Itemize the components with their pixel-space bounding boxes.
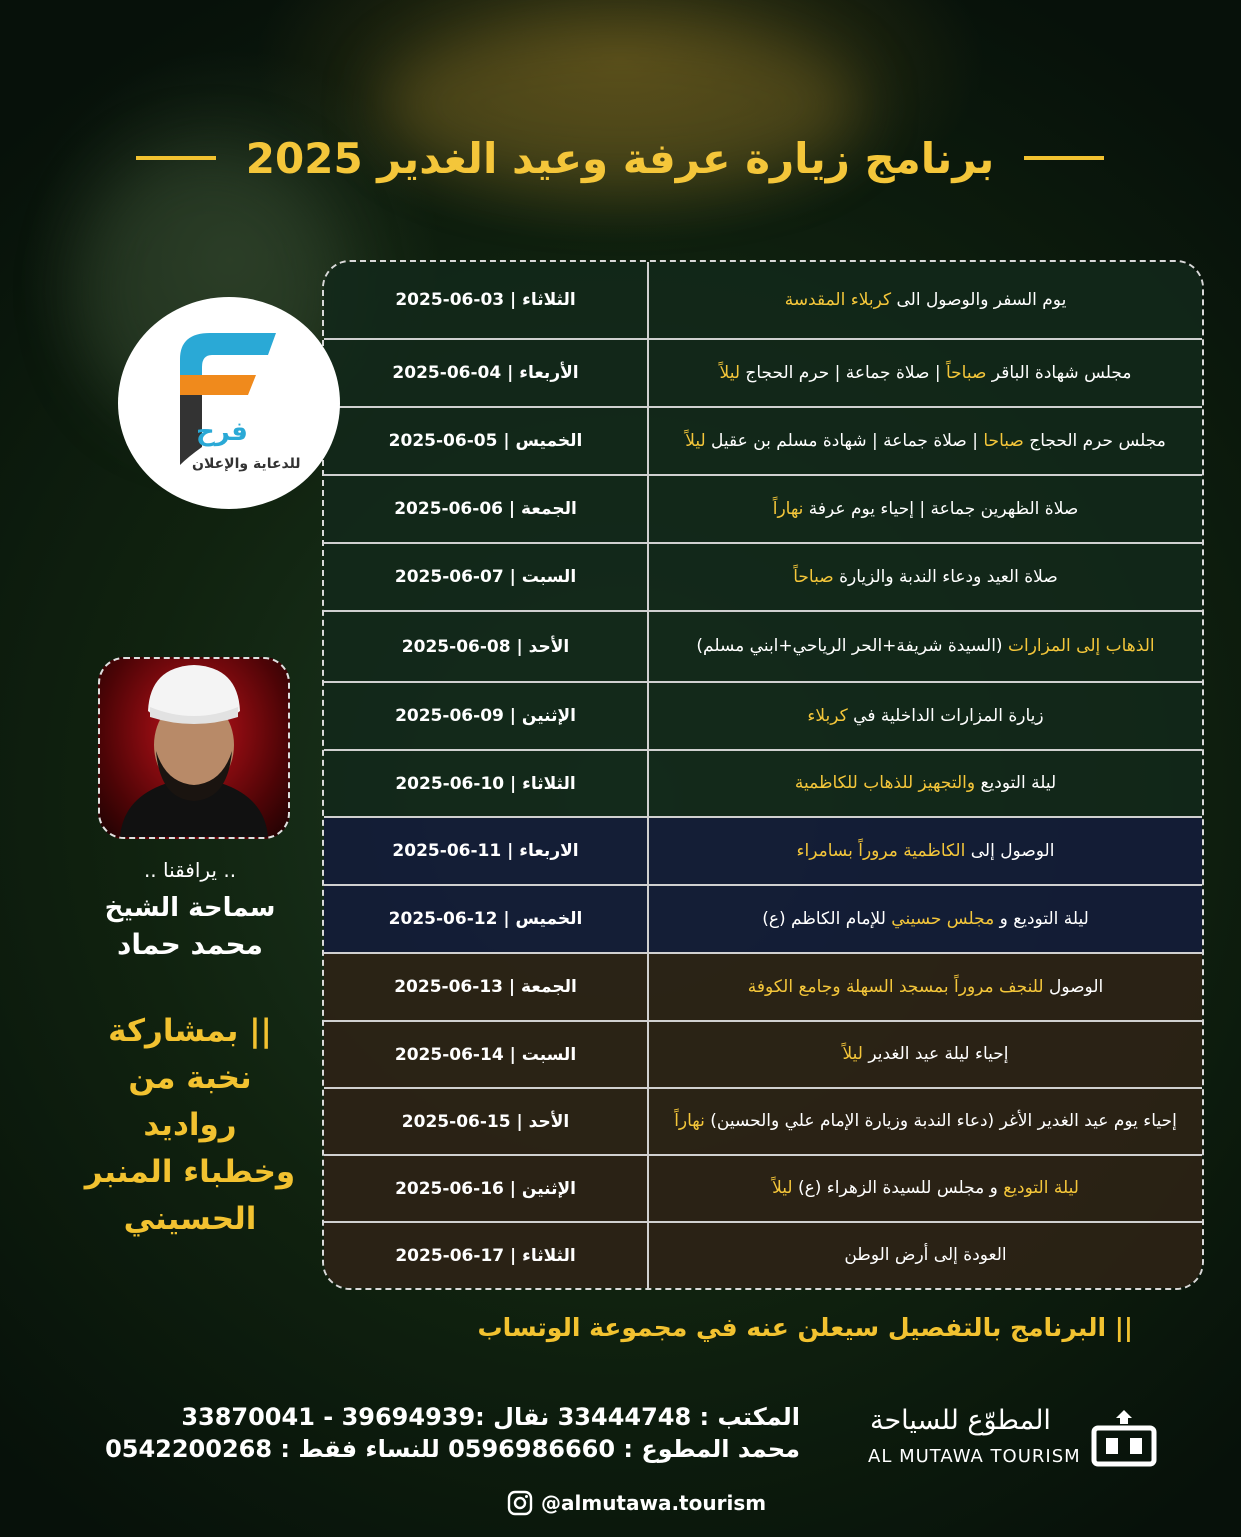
event-text: يوم السفر والوصول الى <box>891 289 1067 310</box>
schedule-row <box>324 408 1202 476</box>
participation-line: || بمشاركة <box>108 1013 272 1049</box>
schedule-event <box>647 408 1202 474</box>
event-text: العودة إلى أرض الوطن <box>844 1245 1007 1266</box>
schedule-date: الجمعة | 13-06-2025 <box>394 977 577 997</box>
companion-intro: .. يرافقنا .. <box>143 858 237 882</box>
event-text: صلاة العيد ودعاء الندبة والزيارة <box>833 566 1058 587</box>
event-text: للإمام الكاظم (ع) <box>762 908 892 929</box>
schedule-event <box>647 818 1202 884</box>
event-text: إحياء يوم عيد الغدير الأغر (دعاء الندبة وزيارة الإمام علي والحسين) <box>704 1111 1177 1132</box>
schedule-row <box>324 612 1202 683</box>
participation-text <box>80 1008 300 1244</box>
logo-label: فرح <box>196 417 248 447</box>
highlight-text: صباحاً <box>945 362 987 383</box>
schedule-row <box>324 476 1202 544</box>
schedule-event <box>647 1156 1202 1221</box>
event-text: ليلة التوديع <box>975 773 1057 794</box>
portrait-illustration <box>100 659 288 837</box>
schedule-row <box>324 340 1202 408</box>
schedule-row <box>324 544 1202 612</box>
highlight-text: ليلة التوديع <box>1003 1178 1079 1199</box>
brand-name-arabic: المطوّع للسياحة <box>870 1405 1051 1436</box>
schedule-date: الأربعاء | 04-06-2025 <box>392 363 579 383</box>
schedule-date: السبت | 07-06-2025 <box>394 567 577 587</box>
schedule-date: السبت | 14-06-2025 <box>394 1044 577 1065</box>
schedule-table <box>322 260 1204 1290</box>
schedule-event <box>647 262 1202 338</box>
schedule-event-text <box>696 634 1154 659</box>
event-text: (السيدة شريفة+الحر الرياحي+ابني مسلم) <box>696 636 1008 657</box>
schedule-event <box>647 886 1202 952</box>
highlight-text: ليلاً <box>685 430 706 451</box>
highlight-text: صباحاً <box>793 566 834 587</box>
schedule-date: الأحد | 15-06-2025 <box>401 1111 570 1132</box>
schedule-event-text <box>807 704 1043 729</box>
highlight-text: كربلاء المقدسة <box>784 289 892 310</box>
participation-line: رواديد <box>143 1107 237 1144</box>
event-text: زيارة المزارات الداخلية في <box>847 705 1044 726</box>
schedule-event <box>647 544 1202 610</box>
schedule-row <box>324 683 1202 751</box>
event-text: الوصول <box>1043 976 1104 997</box>
schedule-event <box>647 1089 1202 1154</box>
schedule-date: الثلاثاء | 17-06-2025 <box>395 1245 576 1266</box>
schedule-event-text <box>748 975 1103 1000</box>
schedule-event-text <box>843 1042 1009 1067</box>
schedule-event-text <box>773 497 1079 522</box>
schedule-event-text <box>844 1243 1006 1268</box>
page-title: برنامج زيارة عرفة وعيد الغدير 2025 <box>245 133 995 183</box>
highlight-text: كربلاء <box>807 705 848 726</box>
schedule-event <box>647 1022 1202 1087</box>
schedule-event <box>647 751 1202 816</box>
event-text: | صلاة جماعة | شهادة مسلم بن عقيل <box>705 430 984 451</box>
participation-line: وخطباء المنبر <box>84 1154 296 1191</box>
schedule-date: الثلاثاء | 10-06-2025 <box>395 773 576 794</box>
mutawa-logo-icon <box>1088 1408 1160 1470</box>
schedule-date: الاربعاء | 11-06-2025 <box>392 841 579 861</box>
schedule-date: الأحد | 08-06-2025 <box>401 636 570 657</box>
schedule-row <box>324 1089 1202 1156</box>
schedule-date: الإثنين | 16-06-2025 <box>395 1178 576 1199</box>
contact-line-office: المكتب : 33444748 نقال :39694939 - 33870041 <box>181 1403 800 1431</box>
schedule-event-text <box>674 1109 1177 1134</box>
schedule-event-text <box>720 361 1132 386</box>
schedule-row <box>324 1223 1202 1288</box>
schedule-row <box>324 262 1202 340</box>
schedule-event-text <box>797 839 1055 864</box>
highlight-text: مجلس حسيني <box>891 908 995 929</box>
schedule-event-text <box>762 907 1089 932</box>
schedule-date: الجمعة | 06-06-2025 <box>394 499 577 519</box>
highlight-text: صباحا <box>983 430 1024 451</box>
schedule-row <box>324 954 1202 1022</box>
footer-note: || البرنامج بالتفصيل سيعلن عنه في مجموعة الوتساب <box>477 1313 1133 1342</box>
farah-logo <box>118 297 340 509</box>
event-text: | صلاة جماعة | حرم الحجاج <box>740 362 946 383</box>
title-bar <box>110 118 1130 198</box>
schedule-event-text <box>785 288 1067 313</box>
f-letter-icon <box>118 297 340 509</box>
title-decoration-line <box>136 156 216 160</box>
event-text: صلاة الظهرين جماعة | إحياء يوم عرفة <box>803 498 1079 519</box>
schedule-event-text <box>772 1176 1079 1201</box>
schedule-date: الخميس | 05-06-2025 <box>388 431 583 451</box>
participation-line: نخبة من <box>128 1060 252 1097</box>
schedule-row <box>324 886 1202 954</box>
schedule-event <box>647 954 1202 1020</box>
schedule-event-text <box>795 771 1056 796</box>
participation-line: الحسيني <box>123 1201 257 1238</box>
highlight-text: للنجف مروراً بمسجد السهلة وجامع الكوفة <box>747 976 1044 997</box>
schedule-event-text <box>793 565 1058 590</box>
schedule-date: الثلاثاء | 03-06-2025 <box>395 290 576 310</box>
highlight-text: نهاراً <box>772 498 804 519</box>
schedule-date: الخميس | 12-06-2025 <box>388 909 583 929</box>
contact-info <box>100 1403 800 1467</box>
companion-title: سماحة الشيخ <box>104 893 276 923</box>
highlight-text: ليلاً <box>772 1178 793 1199</box>
event-text: إحياء ليلة عيد الغدير <box>862 1044 1009 1065</box>
instagram-link[interactable] <box>507 1490 766 1516</box>
sheikh-photo <box>98 657 290 839</box>
schedule-event <box>647 340 1202 406</box>
highlight-text: والتجهيز للذهاب للكاظمية <box>794 773 976 794</box>
schedule-row <box>324 818 1202 886</box>
schedule-event <box>647 476 1202 542</box>
schedule-event <box>647 612 1202 681</box>
companion-name: محمد حماد <box>116 928 264 961</box>
event-text: و مجلس للسيدة الزهراء (ع) <box>792 1178 1004 1199</box>
logo-sublabel: للدعاية والإعلان <box>192 456 301 472</box>
schedule-date: الإثنين | 09-06-2025 <box>395 706 576 726</box>
instagram-handle: @almutawa.tourism <box>541 1491 767 1515</box>
highlight-text: الكاظمية مروراً بسامراء <box>796 840 966 861</box>
highlight-text: الذهاب إلى المزارات <box>1007 636 1155 657</box>
event-text: الوصول إلى <box>965 840 1055 861</box>
event-text: مجلس شهادة الباقر <box>986 362 1132 383</box>
contact-line-mobile: محمد المطوع : 0596986660 للنساء فقط : 0542200268 <box>105 1435 800 1463</box>
schedule-row <box>324 1156 1202 1223</box>
highlight-text: نهاراً <box>674 1111 705 1132</box>
schedule-event <box>647 683 1202 749</box>
schedule-event <box>647 1223 1202 1288</box>
schedule-row <box>324 1022 1202 1089</box>
highlight-text: ليلاً <box>842 1044 863 1065</box>
instagram-icon <box>507 1490 533 1516</box>
brand-name-english: AL MUTAWA TOURISM <box>868 1446 1081 1467</box>
schedule-row <box>324 751 1202 818</box>
highlight-text: ليلاً <box>719 362 740 383</box>
event-text: مجلس حرم الحجاج <box>1023 430 1166 451</box>
title-decoration-line <box>1024 156 1104 160</box>
event-text: ليلة التوديع و <box>994 908 1089 929</box>
schedule-event-text <box>685 429 1166 454</box>
